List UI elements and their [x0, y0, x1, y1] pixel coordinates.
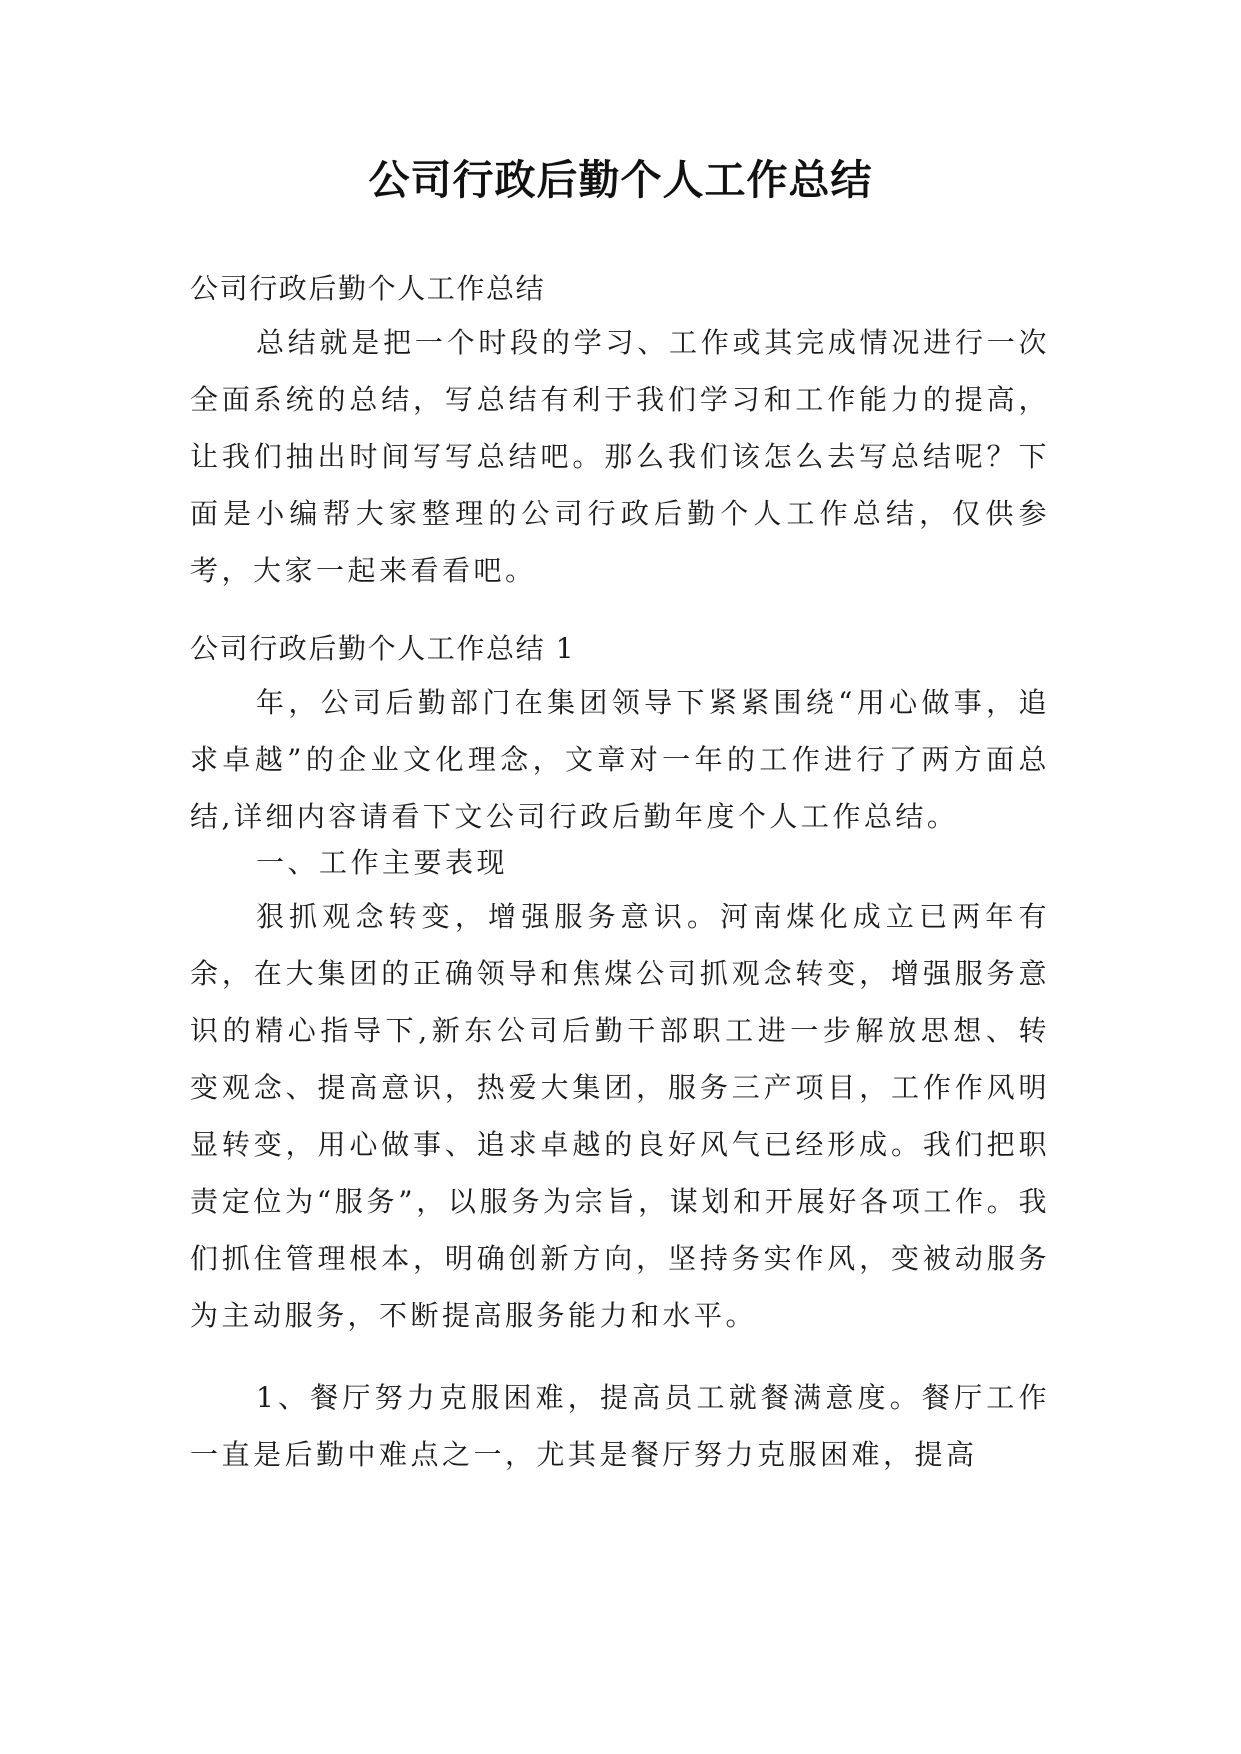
paragraph-canteen: 1、餐厅努力克服困难，提高员工就餐满意度。餐厅工作一直是后勤中难点之一，尤其是餐厅努力克服困难，提高 — [190, 1381, 1050, 1471]
paragraph-service-awareness: 狠抓观念转变，增强服务意识。河南煤化成立已两年有余，在大集团的正确领导和焦煤公司抓观念转变，增强服务意识的精心指导下,新东公司后勤干部职工进一步解放思想、转变观念、提高意识，热爱大集团，服务三产项目，工作作风明显转变，用心做事、追求卓越的良好风气已经形成。我们把职责定位为“服务”，以服务为宗旨，谋划和开展好各项工作。我们抓住管理根本，明确创新方向，坚持务实作风，变被动服务为主动服务，不断提高服务能力和水平。 — [190, 900, 1050, 1332]
paragraph-overview: 年，公司后勤部门在集团领导下紧紧围绕“用心做事，追求卓越”的企业文化理念，文章对一年的工作进行了两方面总结,详细内容请看下文公司行政后勤年度个人工作总结。 — [190, 686, 1050, 833]
subheading-work-performance: 一、工作主要表现 — [256, 846, 509, 879]
document-title: 公司行政后勤个人工作总结 — [368, 156, 873, 204]
intro-paragraph: 总结就是把一个时段的学习、工作或其完成情况进行一次全面系统的总结，写总结有利于我们学习和工作能力的提高，让我们抽出时间写写总结吧。那么我们该怎么去写总结呢？下面是小编帮大家整理的公司行政后勤个人工作总结，仅供参考，大家一起来看看吧。 — [190, 326, 1050, 587]
document-subtitle: 公司行政后勤个人工作总结 — [190, 272, 546, 305]
section-heading: 公司行政后勤个人工作总结 1 — [190, 632, 576, 665]
